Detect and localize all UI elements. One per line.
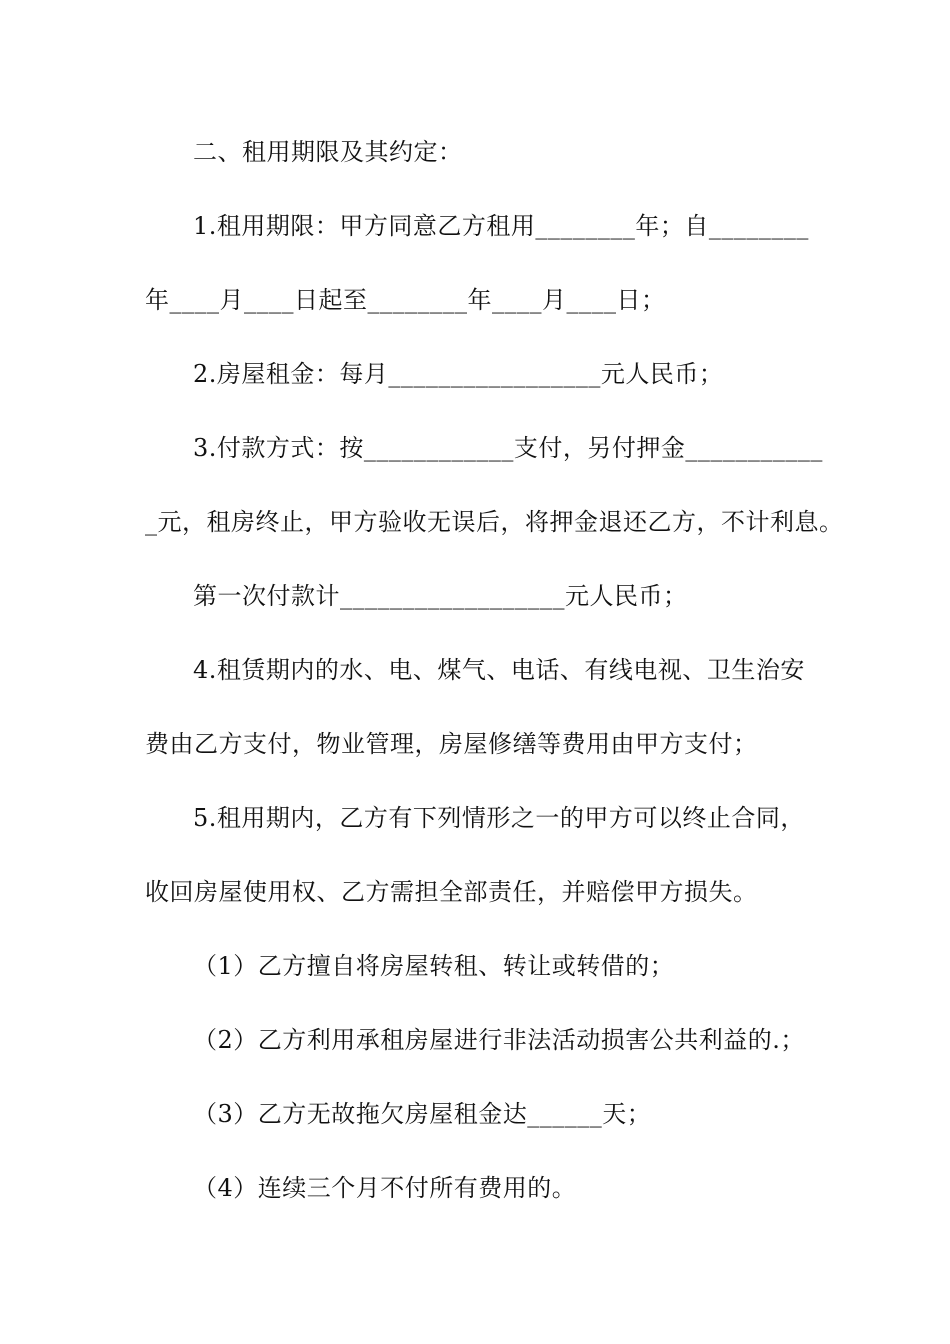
clause-1-line-1: 1.租用期限：甲方同意乙方租用________年；自________ xyxy=(193,212,809,240)
clause-1-line-2: 年____月____日起至________年____月____日； xyxy=(145,286,666,314)
clause-5-line-2: 收回房屋使用权、乙方需担全部责任，并赔偿甲方损失。 xyxy=(145,878,758,906)
section-heading: 二、租用期限及其约定： xyxy=(193,138,463,166)
first-payment-line: 第一次付款计__________________元人民币； xyxy=(193,582,688,610)
sub-item-4: （4）连续三个月不付所有费用的。 xyxy=(193,1174,577,1202)
sub-item-1: （1）乙方擅自将房屋转租、转让或转借的； xyxy=(193,952,675,980)
clause-4-line-2: 费由乙方支付，物业管理，房屋修缮等费用由甲方支付； xyxy=(145,730,758,758)
sub-item-3: （3）乙方无故拖欠房屋租金达______天； xyxy=(193,1100,652,1128)
clause-5-line-1: 5.租用期内，乙方有下列情形之一的甲方可以终止合同， xyxy=(193,804,805,832)
clause-2: 2.房屋租金：每月_________________元人民币； xyxy=(193,360,724,388)
sub-item-2: （2）乙方利用承租房屋进行非法活动损害公共利益的.； xyxy=(193,1026,805,1054)
clause-3-line-2: _元，租房终止，甲方验收无误后，将押金退还乙方，不计利息。 xyxy=(145,508,844,536)
clause-3-line-1: 3.付款方式：按____________支付，另付押金___________ xyxy=(193,434,823,462)
clause-4-line-1: 4.租赁期内的水、电、煤气、电话、有线电视、卫生治安 xyxy=(193,656,805,684)
